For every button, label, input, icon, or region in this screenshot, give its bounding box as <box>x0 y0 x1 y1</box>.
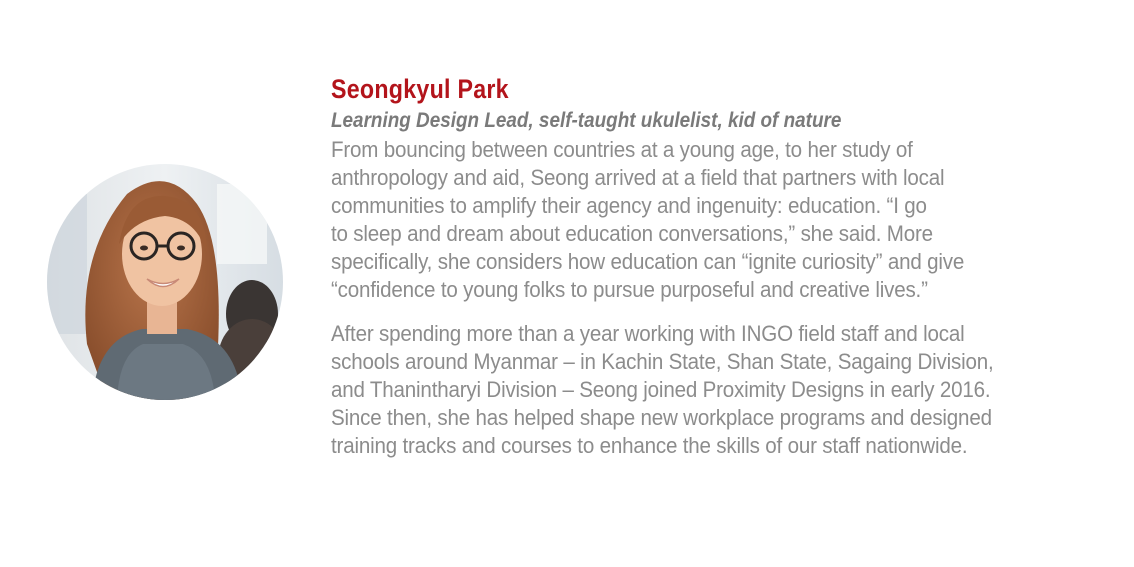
bio-line: Since then, she has helped shape new workplace programs and designed <box>331 405 992 430</box>
bio-line: and Thanintharyi Division – Seong joined Proximity Designs in early 2016. <box>331 377 991 402</box>
profile-photo <box>47 164 283 400</box>
profile-name: Seongkyul Park <box>331 74 509 104</box>
profile-bio <box>331 72 1121 460</box>
bio-line: specifically, she considers how education can “ignite curiosity” and give <box>331 249 965 274</box>
bio-line: After spending more than a year working with INGO field staff and local <box>331 321 965 346</box>
bio-line: schools around Myanmar – in Kachin State, Shan State, Sagaing Division, <box>331 349 994 374</box>
bio-line: From bouncing between countries at a young age, to her study of <box>331 137 913 162</box>
bio-line: to sleep and dream about education conversations,” she said. More <box>331 221 933 246</box>
bio-line: communities to amplify their agency and ingenuity: education. “I go <box>331 193 927 218</box>
bio-line: training tracks and courses to enhance the skills of our staff nationwide. <box>331 433 968 458</box>
bio-line: “confidence to young folks to pursue purposeful and creative lives.” <box>331 277 928 302</box>
portrait-photo-icon <box>47 164 283 400</box>
bio-paragraph-2 <box>331 320 1121 460</box>
bio-line: anthropology and aid, Seong arrived at a field that partners with local <box>331 165 945 190</box>
profile-role: Learning Design Lead, self-taught ukulelist, kid of nature <box>331 109 842 132</box>
bio-paragraph-1 <box>331 136 1121 304</box>
